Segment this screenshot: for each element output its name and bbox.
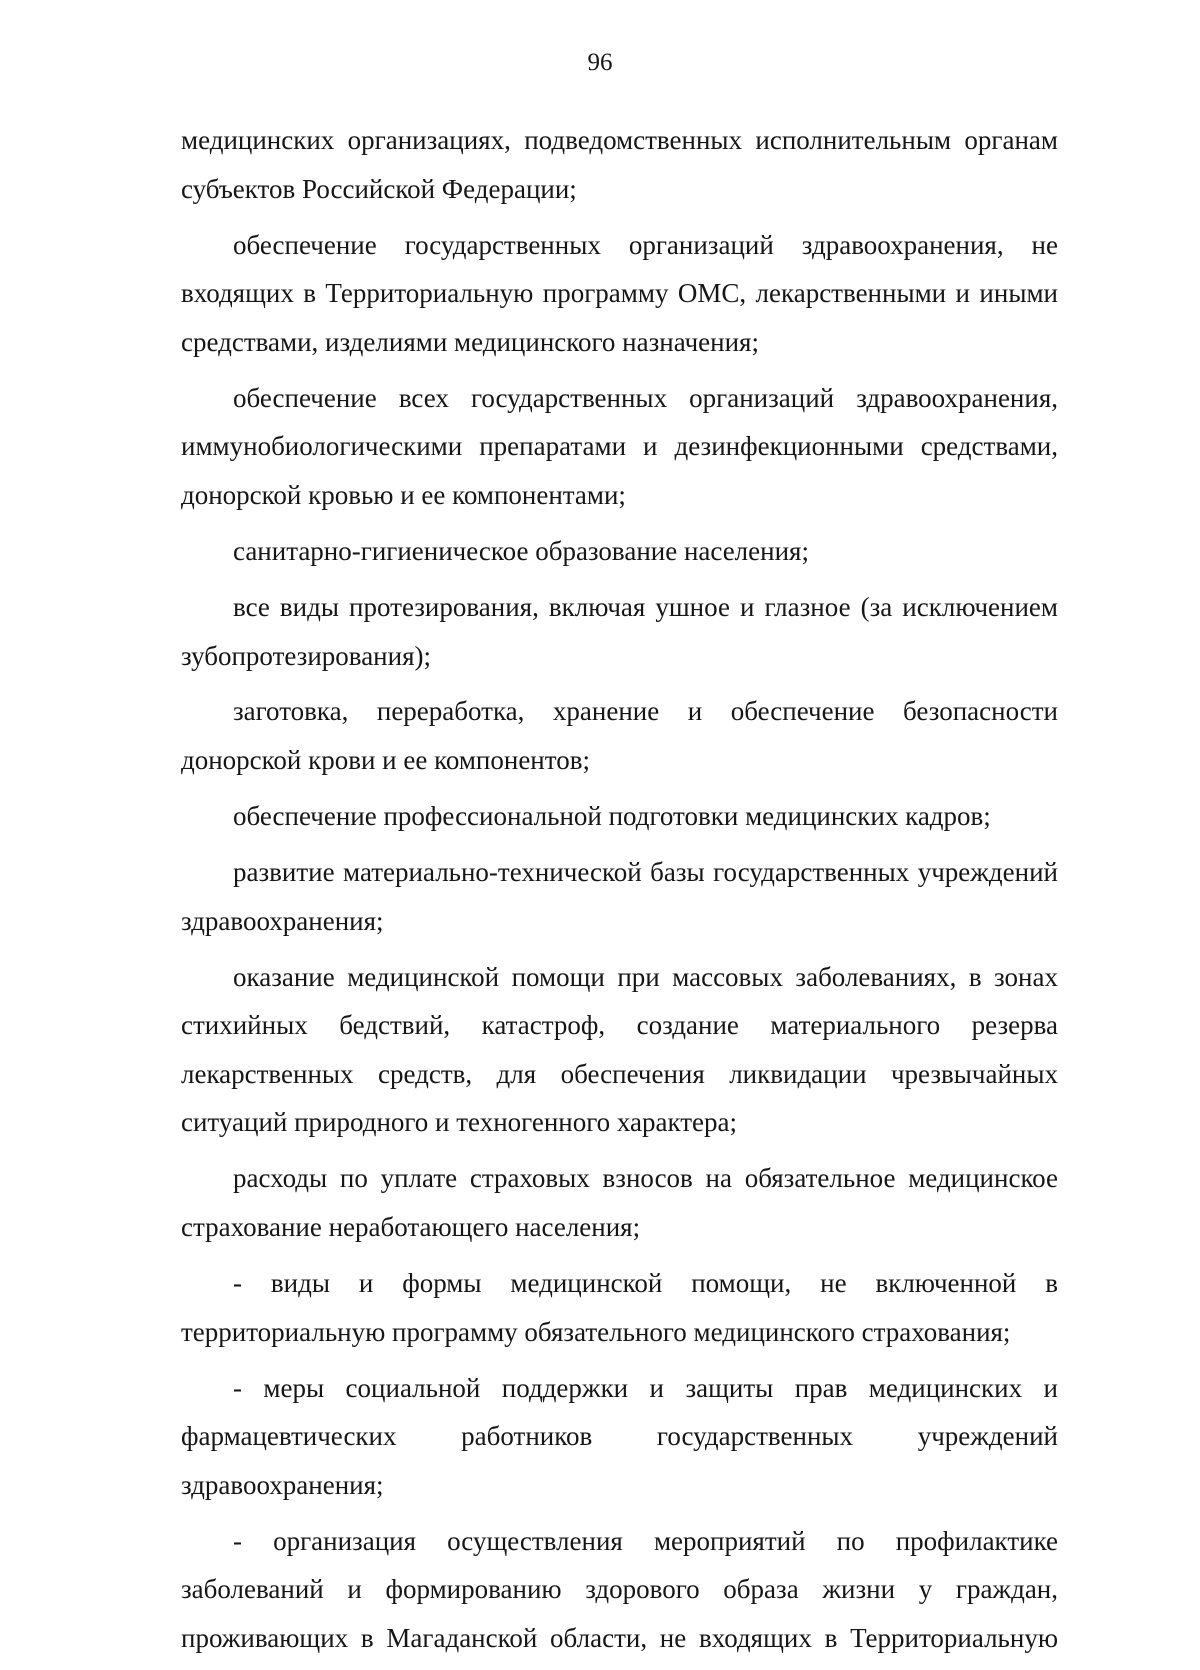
paragraph-social-support: - меры социальной поддержки и защиты прав медицинских и фармацевтических работников государственных учреждений здравоохранения; xyxy=(181,1372,1058,1500)
paragraph-professional-training: обеспечение профессиональной подготовки медицинских кадров; xyxy=(233,801,991,832)
paragraph-insurance-contributions: расходы по уплате страховых взносов на обязательное медицинское страхование неработающего населения; xyxy=(181,1163,1058,1242)
paragraph-continuation: медицинских организациях, подведомственных исполнительным органам субъектов Российской Федерации; xyxy=(181,125,1058,204)
document-body xyxy=(181,116,1058,1670)
paragraph-prosthetics: все виды протезирования, включая ушное и глазное (за исключением зубопротезирования); xyxy=(181,591,1058,671)
paragraph-donor-blood: заготовка, переработка, хранение и обеспечение безопасности донорской крови и ее компонентов; xyxy=(181,696,1058,776)
paragraph-excluded-care-types: - виды и формы медицинской помощи, не включенной в территориальную программу обязательного медицинского страхования; xyxy=(181,1267,1058,1347)
paragraph-material-base: развитие материально-технической базы государственных учреждений здравоохранения; xyxy=(181,857,1058,936)
paragraph-state-organizations-supply: обеспечение государственных организаций здравоохранения, не входящих в Территориальную программу ОМС, лекарственными и иными средствами, изделиями медицинского назначения; xyxy=(181,229,1058,357)
paragraph-emergency-care: оказание медицинской помощи при массовых заболеваниях, в зонах стихийных бедствий, катастроф, создание материального резерва лекарственных средств, для обеспечения ликвидации чрезвычайных ситуаций природного и техногенного характера; xyxy=(181,961,1058,1138)
paragraph-sanitary-education: санитарно-гигиеническое образование населения; xyxy=(233,535,809,566)
page-number: 96 xyxy=(587,49,613,76)
paragraph-disease-prevention: - организация осуществления мероприятий по профилактике заболеваний и формированию здорового образа жизни у граждан, проживающих в Магаданской области, не входящих в Территориальную xyxy=(181,1525,1058,1653)
paragraph-immunobiological-supply: обеспечение всех государственных организаций здравоохранения, иммунобиологическими препаратами и дезинфекционными средствами, донорской кровью и ее компонентами; xyxy=(181,382,1058,510)
